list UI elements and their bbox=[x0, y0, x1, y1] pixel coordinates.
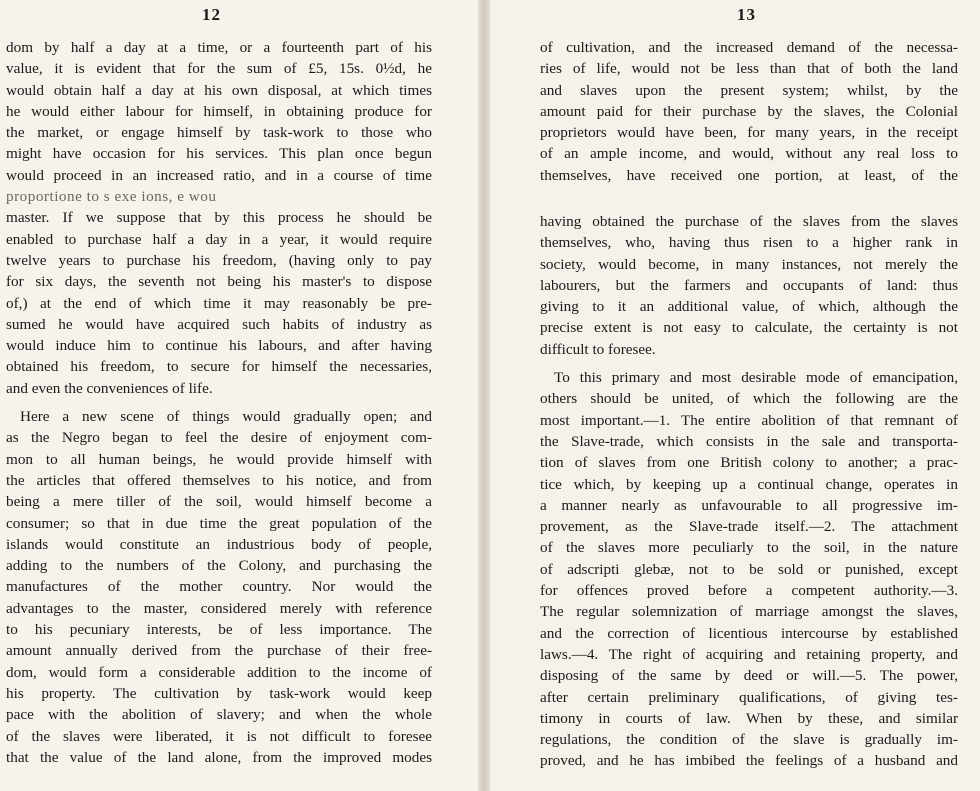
text-line: obtained his freedom, to secure for himself the necessaries, bbox=[6, 358, 432, 376]
text-line: of cultivation, and the increased demand of the necessa- bbox=[540, 39, 958, 56]
text-line: for offences proved before a competent authority.—3. bbox=[540, 582, 958, 600]
text-line: of the slaves more peculiarly to the soil, in the nature bbox=[540, 539, 958, 557]
text-line: would induce him to continue his labours, and after having bbox=[6, 337, 432, 355]
text-line: The regular solemnization of marriage amongst the slaves, bbox=[540, 603, 958, 621]
text-line: and the correction of licentious intercourse by established bbox=[540, 624, 958, 642]
left-page bbox=[0, 0, 478, 791]
text-line: might have occasion for his services. This plan once begun bbox=[6, 145, 432, 163]
text-line: after certain preliminary qualifications, of giving tes- bbox=[540, 688, 958, 706]
text-line: regulations, the condition of the slave is gradually im- bbox=[540, 731, 958, 749]
page-number-left: 12 bbox=[202, 5, 221, 24]
right-page-text-top bbox=[540, 37, 958, 186]
text-line: most important.—1. The entire abolition of that remnant of bbox=[540, 411, 958, 429]
text-line: consumer; so that in due time the great population of the bbox=[6, 514, 432, 532]
text-line: to his pecuniary interests, be of less importance. The bbox=[6, 621, 432, 639]
text-line: themselves, have received one portion, at least, of the bbox=[540, 166, 958, 184]
text-line: proprietors would have been, for many years, in the receipt bbox=[540, 124, 958, 142]
page-number-right: 13 bbox=[737, 5, 756, 24]
text-line: the market, or engage himself by task-work to those who bbox=[6, 124, 432, 142]
text-line: of adscripti glebæ, not to be sold or punished, except bbox=[540, 560, 958, 578]
paragraph-start: To this primary and most desirable mode of emancipation, bbox=[554, 369, 958, 387]
text-line: amount annually derived from the purchase of their free- bbox=[6, 642, 432, 660]
text-line: his property. The cultivation by task-work would keep bbox=[6, 684, 432, 702]
text-line: and slaves upon the present system; whilst, by the bbox=[540, 81, 958, 99]
text-line-damaged: proportione to s exe ions, e wou bbox=[6, 188, 217, 206]
text-line: sumed he would have acquired such habits of industry as bbox=[6, 315, 432, 333]
text-line: master. If we suppose that by this process he should be bbox=[6, 209, 432, 227]
text-line: timony in courts of law. When by these, and similar bbox=[540, 709, 958, 727]
text-line: being a mere tiller of the soil, would himself become a bbox=[6, 493, 432, 511]
text-line: tice which, by keeping up a continual change, operates in bbox=[540, 475, 958, 493]
text-line: themselves, who, having thus risen to a higher rank in bbox=[540, 234, 958, 252]
text-line: twelve years to purchase his freedom, (having only to pay bbox=[6, 251, 432, 269]
book-gutter bbox=[478, 0, 490, 791]
text-line: dom by half a day at a time, or a fourteenth part of his bbox=[6, 39, 432, 56]
right-page-text-bottom bbox=[540, 211, 958, 772]
text-line: the Slave-trade, which consists in the sale and transporta- bbox=[540, 432, 958, 450]
text-line: others should be united, of which the following are the bbox=[540, 390, 958, 408]
text-line: advantages to the master, considered merely with reference bbox=[6, 599, 432, 617]
text-line: for six days, the seventh not being his master's to dispose bbox=[6, 273, 432, 291]
text-line: value, it is evident that for the sum of £5, 15s. 0½d, he bbox=[6, 60, 432, 78]
text-line: provement, as the Slave-trade itself.—2. The attachment bbox=[540, 518, 958, 536]
text-line: proved, and he has imbibed the feelings of a husband and bbox=[540, 752, 958, 770]
text-line: adding to the numbers of the Colony, and purchasing the bbox=[6, 557, 432, 575]
left-page-text bbox=[6, 37, 432, 768]
text-line: that the value of the land alone, from the improved modes bbox=[6, 748, 432, 766]
text-line: pace with the abolition of slavery; and when the whole bbox=[6, 706, 432, 724]
text-line: islands would constitute an industrious body of people, bbox=[6, 535, 432, 553]
text-line: ries of life, would not be less than that of both the land bbox=[540, 60, 958, 78]
text-line: laws.—4. The right of acquiring and retaining property, and bbox=[540, 645, 958, 663]
text-line: enabled to purchase half a day in a year, it would require bbox=[6, 230, 432, 248]
text-line: would proceed in an increased ratio, and in a course of time bbox=[6, 166, 432, 184]
text-line: of,) at the end of which time it may reasonably be pre- bbox=[6, 294, 432, 312]
text-line: society, would become, in many instances, not merely the bbox=[540, 255, 958, 273]
text-line: having obtained the purchase of the slaves from the slaves bbox=[540, 213, 958, 230]
text-line: labourers, but the farmers and occupants of land: thus bbox=[540, 276, 958, 294]
text-line: dom, would form a considerable addition to the income of bbox=[6, 663, 432, 681]
text-line: would obtain half a day at his own disposal, at which times bbox=[6, 81, 432, 99]
text-line: as the Negro began to feel the desire of enjoyment com- bbox=[6, 429, 432, 447]
text-line: he would either labour for himself, in obtaining produce for bbox=[6, 102, 432, 120]
text-line: the articles that offered themselves to his notice, and from bbox=[6, 471, 432, 489]
text-line: precise extent is not easy to calculate, the certainty is not bbox=[540, 319, 958, 337]
text-line: disposing of the same by deed or will.—5. The power, bbox=[540, 667, 958, 685]
text-line: giving to it an additional value, of which, although the bbox=[540, 298, 958, 316]
text-line: difficult to foresee. bbox=[540, 340, 656, 358]
right-page bbox=[490, 0, 980, 791]
text-line: amount paid for their purchase by the slaves, the Colonial bbox=[540, 102, 958, 120]
text-line: a manner nearly as unfavourable to all progressive im- bbox=[540, 496, 958, 514]
text-line: manufactures of the mother country. Nor would the bbox=[6, 578, 432, 596]
text-line: mon to all human beings, he would provide himself with bbox=[6, 450, 432, 468]
text-line: of an ample income, and would, without any real loss to bbox=[540, 145, 958, 163]
paragraph-start: Here a new scene of things would gradually open; and bbox=[20, 408, 432, 426]
text-line: tion of slaves from one British colony to another; a prac- bbox=[540, 454, 958, 472]
text-line: and even the conveniences of life. bbox=[6, 379, 213, 397]
text-line: of the slaves were liberated, it is not difficult to foresee bbox=[6, 727, 432, 745]
